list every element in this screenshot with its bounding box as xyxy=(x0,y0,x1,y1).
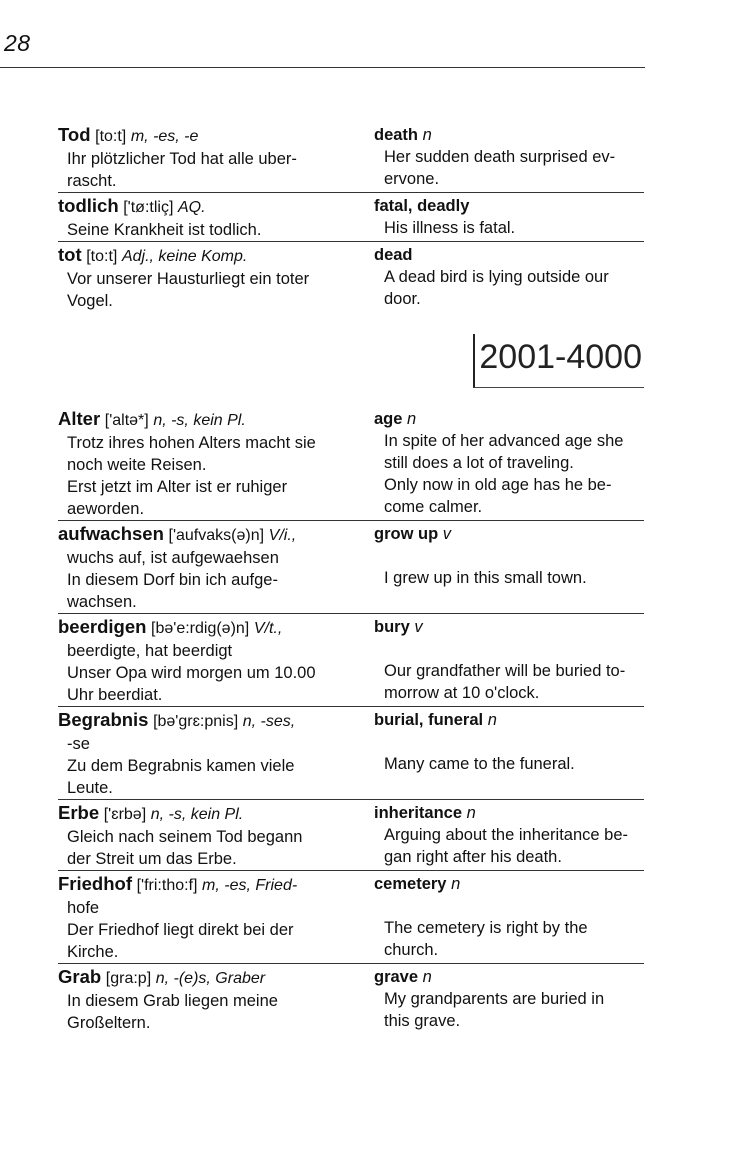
english-example-line: Our grandfather will be buried to- xyxy=(384,662,626,680)
part-of-speech: v xyxy=(414,618,423,636)
headword: todlich xyxy=(58,195,119,216)
english-column xyxy=(366,195,644,241)
headword: aufwachsen xyxy=(58,523,164,544)
german-example-line: Uhr beerdiat. xyxy=(67,686,163,704)
german-column xyxy=(58,523,366,613)
translation: grave xyxy=(374,968,419,986)
german-column xyxy=(58,408,366,520)
english-column xyxy=(366,873,644,963)
phonetic: ['aufvaks(ə)n] xyxy=(168,527,265,544)
german-example-line: beerdigte, hat beerdigt xyxy=(67,642,233,660)
phonetic: [bə'e:rdig(ə)n] xyxy=(151,620,250,637)
german-example-line: Trotz ihres hohen Alters macht sie xyxy=(67,434,316,452)
german-example-line: aeworden. xyxy=(67,500,145,518)
dictionary-entry xyxy=(58,614,644,707)
grammar-info: n, -(e)s, Graber xyxy=(155,970,266,987)
headword: beerdigen xyxy=(58,616,147,637)
grammar-info: m, -es, Fried- xyxy=(202,877,298,894)
translation-line xyxy=(366,244,644,266)
translation: grow up xyxy=(374,525,439,543)
german-example-line: -se xyxy=(67,735,90,753)
english-example-line xyxy=(366,638,644,660)
english-example-line: ervone. xyxy=(384,170,440,188)
english-example-line: Her sudden death surprised ev- xyxy=(384,148,616,166)
headword: Tod xyxy=(58,124,91,145)
translation: cemetery xyxy=(374,875,447,893)
dictionary-entry xyxy=(58,193,644,242)
german-column xyxy=(58,709,366,799)
german-example-line: Großeltern. xyxy=(67,1014,151,1032)
translation: fatal, deadly xyxy=(374,197,470,215)
headword: Erbe xyxy=(58,802,100,823)
part-of-speech: v xyxy=(442,525,451,543)
german-example-line: Erst jetzt im Alter ist er ruhiger xyxy=(67,478,288,496)
phonetic: [to:t] xyxy=(95,128,127,145)
entry-list-bottom xyxy=(58,406,644,1034)
german-column xyxy=(58,616,366,706)
translation-line xyxy=(366,709,644,731)
headword: tot xyxy=(58,244,82,265)
phonetic: [to:t] xyxy=(86,248,118,265)
german-example-line: noch weite Reisen. xyxy=(67,456,207,474)
headword: Friedhof xyxy=(58,873,132,894)
headword-line xyxy=(58,709,366,733)
translation-line xyxy=(366,195,644,217)
german-example-line: Der Friedhof liegt direkt bei der xyxy=(67,921,294,939)
english-example-line: gan right after his death. xyxy=(384,848,562,866)
german-example-line: der Streit um das Erbe. xyxy=(67,850,237,868)
section-marker-label: 2001-4000 xyxy=(479,338,642,376)
english-example-line: A dead bird is lying outside our xyxy=(384,268,609,286)
german-example-line: wuchs auf, ist aufgewaehsen xyxy=(67,549,279,567)
translation-line xyxy=(366,616,644,638)
part-of-speech: n xyxy=(487,711,497,729)
translation: dead xyxy=(374,246,413,264)
translation-line xyxy=(366,523,644,545)
german-example-line: Vor unserer Hausturliegt ein toter xyxy=(67,270,310,288)
grammar-info: n, -s, kein Pl. xyxy=(150,806,244,823)
headword: Grab xyxy=(58,966,102,987)
german-example-line: Vogel. xyxy=(67,292,113,310)
english-column xyxy=(366,802,644,870)
headword: Alter xyxy=(58,408,101,429)
headword: Begrabnis xyxy=(58,709,149,730)
german-column xyxy=(58,873,366,963)
headword-line xyxy=(58,802,366,826)
german-column xyxy=(58,802,366,870)
grammar-info: V/t., xyxy=(253,620,283,637)
german-example-line: In diesem Dorf bin ich aufge- xyxy=(67,571,278,589)
english-example-line: His illness is fatal. xyxy=(384,219,516,237)
headword-line xyxy=(58,616,366,640)
english-column xyxy=(366,709,644,799)
phonetic: ['fri:tho:f] xyxy=(136,877,198,894)
german-column xyxy=(58,966,366,1034)
phonetic: ['tø:tliç] xyxy=(123,199,174,216)
translation-line xyxy=(366,124,644,146)
german-example-line: Unser Opa wird morgen um 10.00 xyxy=(67,664,316,682)
phonetic: ['ɛrbə] xyxy=(103,806,147,823)
english-column xyxy=(366,244,644,312)
english-column xyxy=(366,408,644,520)
translation: death xyxy=(374,126,419,144)
translation: burial, funeral xyxy=(374,711,484,729)
headword-line xyxy=(58,873,366,897)
english-example-line: this grave. xyxy=(384,1012,461,1030)
dictionary-entry xyxy=(58,707,644,800)
header-rule xyxy=(0,67,645,68)
grammar-info: n, -s, kein Pl. xyxy=(153,412,246,429)
headword-line xyxy=(58,195,366,219)
english-example-line: Arguing about the inheritance be- xyxy=(384,826,629,844)
translation-line xyxy=(366,802,644,824)
headword-line xyxy=(58,244,366,268)
translation-line xyxy=(366,966,644,988)
section-marker xyxy=(473,334,644,388)
dictionary-entry xyxy=(58,122,644,193)
english-example-line xyxy=(366,895,644,917)
english-example-line: Many came to the funeral. xyxy=(384,755,575,773)
german-example-line: rascht. xyxy=(67,172,117,190)
english-column xyxy=(366,124,644,192)
phonetic: ['altə*] xyxy=(104,412,149,429)
english-example-line: door. xyxy=(384,290,421,308)
part-of-speech: n xyxy=(466,804,476,822)
english-column xyxy=(366,523,644,613)
english-example-line: The cemetery is right by the xyxy=(384,919,588,937)
german-column xyxy=(58,124,366,192)
english-example-line: In spite of her advanced age she xyxy=(384,432,624,450)
part-of-speech: n xyxy=(422,126,432,144)
entry-list-top xyxy=(58,122,644,312)
part-of-speech: n xyxy=(407,410,417,428)
german-example-line: Ihr plötzlicher Tod hat alle uber- xyxy=(67,150,297,168)
grammar-info: AQ. xyxy=(178,199,206,216)
english-example-line: come calmer. xyxy=(384,498,483,516)
german-example-line: In diesem Grab liegen meine xyxy=(67,992,278,1010)
german-example-line: Leute. xyxy=(67,779,113,797)
headword-line xyxy=(58,523,366,547)
grammar-info: m, -es, -e xyxy=(130,128,199,145)
german-example-line: Kirche. xyxy=(67,943,119,961)
headword-line xyxy=(58,408,366,432)
english-example-line xyxy=(366,731,644,753)
english-column xyxy=(366,616,644,706)
phonetic: [bə'grɛ:pnis] xyxy=(153,713,239,730)
phonetic: [gra:p] xyxy=(105,970,152,987)
translation-line xyxy=(366,873,644,895)
german-example-line: wachsen. xyxy=(67,593,137,611)
english-example-line: church. xyxy=(384,941,439,959)
english-example-line xyxy=(366,545,644,567)
german-example-line: Zu dem Begrabnis kamen viele xyxy=(67,757,295,775)
dictionary-entry xyxy=(58,406,644,521)
dictionary-entry xyxy=(58,871,644,964)
grammar-info: V/i., xyxy=(268,527,297,544)
dictionary-entry xyxy=(58,964,644,1034)
page-number: 28 xyxy=(4,30,31,56)
english-example-line: I grew up in this small town. xyxy=(384,569,587,587)
grammar-info: n, -ses, xyxy=(242,713,296,730)
german-example-line: Seine Krankheit ist todlich. xyxy=(67,221,262,239)
dictionary-entry xyxy=(58,242,644,312)
german-example-line: hofe xyxy=(67,899,100,917)
dictionary-entry xyxy=(58,800,644,871)
grammar-info: Adj., keine Komp. xyxy=(121,248,248,265)
part-of-speech: n xyxy=(422,968,432,986)
german-example-line: Gleich nach seinem Tod begann xyxy=(67,828,303,846)
translation: bury xyxy=(374,618,410,636)
english-column xyxy=(366,966,644,1034)
headword-line xyxy=(58,966,366,990)
headword-line xyxy=(58,124,366,148)
english-example-line: Only now in old age has he be- xyxy=(384,476,612,494)
german-column xyxy=(58,195,366,241)
part-of-speech: n xyxy=(451,875,461,893)
dictionary-entry xyxy=(58,521,644,614)
translation-line xyxy=(366,408,644,430)
english-example-line: My grandparents are buried in xyxy=(384,990,605,1008)
english-example-line: still does a lot of traveling. xyxy=(384,454,574,472)
translation: inheritance xyxy=(374,804,463,822)
english-example-line: morrow at 10 o'clock. xyxy=(384,684,540,702)
translation: age xyxy=(374,410,403,428)
german-column xyxy=(58,244,366,312)
